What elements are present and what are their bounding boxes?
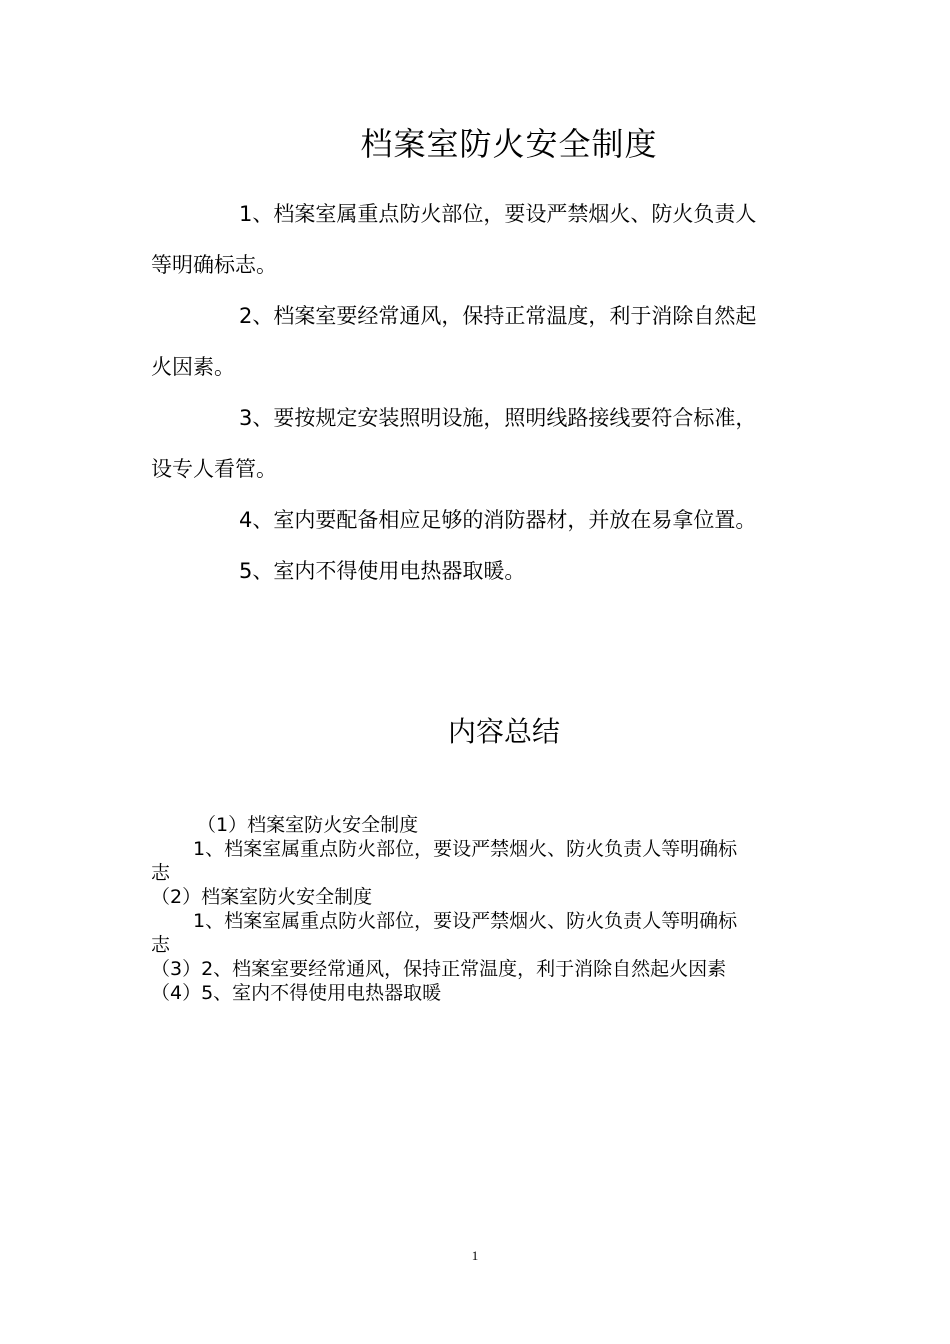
rule-4-line-1: 4、室内要配备相应足够的消防器材，并放在易拿位置。 bbox=[239, 508, 757, 532]
document-title: 档案室防火安全制度 bbox=[360, 125, 658, 163]
rule-5-line-1: 5、室内不得使用电热器取暖。 bbox=[239, 559, 526, 583]
rule-2-line-1: 2、档案室要经常通风，保持正常温度，利于消除自然起 bbox=[239, 304, 757, 328]
summary-list bbox=[151, 813, 801, 1005]
rule-2-line-2: 火因素。 bbox=[151, 355, 235, 379]
summary-line-3: 志 bbox=[151, 862, 171, 884]
summary-title: 内容总结 bbox=[447, 715, 560, 748]
rule-1-line-2: 等明确标志。 bbox=[151, 253, 277, 277]
summary-line-8: （4）5、室内不得使用电热器取暖 bbox=[151, 982, 442, 1004]
summary-line-6: 志 bbox=[151, 934, 171, 956]
summary-line-5: 1、档案室属重点防火部位，要设严禁烟火、防火负责人等明确标 bbox=[193, 910, 738, 932]
rule-3-line-1: 3、要按规定安装照明设施，照明线路接线要符合标准， bbox=[239, 406, 757, 430]
rule-1-line-1: 1、档案室属重点防火部位，要设严禁烟火、防火负责人 bbox=[239, 202, 757, 226]
page-number: 1 bbox=[471, 1248, 479, 1263]
summary-line-1: （1）档案室防火安全制度 bbox=[197, 814, 419, 836]
summary-line-2: 1、档案室属重点防火部位，要设严禁烟火、防火负责人等明确标 bbox=[193, 838, 738, 860]
summary-line-4: （2）档案室防火安全制度 bbox=[151, 886, 373, 908]
summary-line-7: （3）2、档案室要经常通风，保持正常温度，利于消除自然起火因素 bbox=[151, 958, 727, 980]
rule-3-line-2: 设专人看管。 bbox=[151, 457, 277, 481]
